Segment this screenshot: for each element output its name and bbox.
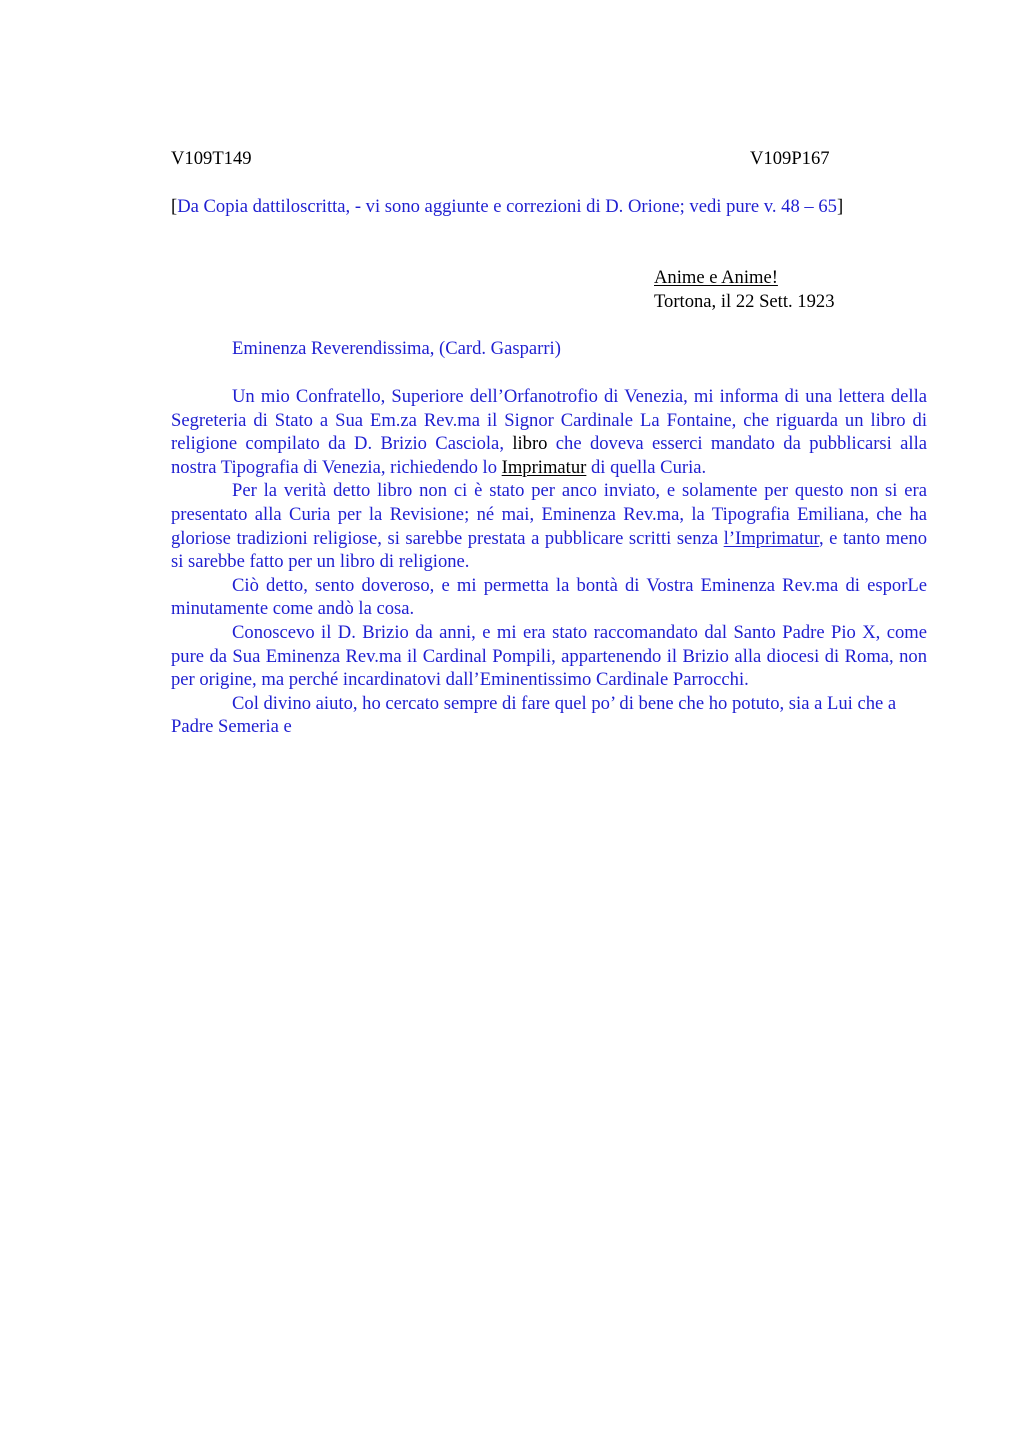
note-text: Da Copia dattiloscritta, - vi sono aggiunte e correzioni di D. Orione; vedi pure v. 48 – 65 (177, 196, 837, 217)
letter-body (171, 385, 927, 739)
document-code-right: V109P167 (750, 148, 830, 169)
editorial-note (171, 195, 931, 219)
paragraph-1 (171, 385, 927, 479)
letter-heading (654, 266, 835, 314)
paragraph-1-part-1: Un mio Confratello, Superiore dell’Orfanotrofio di Venezia, mi informa di una lettera della Segreteria di Stato a Sua Em.za Rev.ma il Signor Cardinale La Fontaine, che riguarda un libro di religione compilato da D. Brizio Casciola, (171, 386, 927, 455)
paragraph-2 (171, 479, 927, 573)
letter-title: Anime e Anime! (654, 267, 778, 288)
paragraph-3: Ciò detto, sento doveroso, e mi permetta la bontà di Vostra Eminenza Rev.ma di esporLe minutamente come andò la cosa. (171, 574, 927, 620)
limprimatur-underlined: l’Imprimatur (723, 527, 819, 549)
note-open-bracket: [ (171, 196, 178, 217)
paragraph-5: Col divino aiuto, ho cercato sempre di fare quel po’ di bene che ho potuto, sia a Lui che a Padre Semeria e (171, 692, 897, 738)
paragraph-2-part-1: Per la verità detto libro non ci è stato per anco inviato, e solamente per questo non si era presentato alla Curia per la Revisione; né mai, Eminenza Rev.ma, la Tipografia Emiliana, che ha gloriose tradizioni religiose, si sarebbe prestata a pubblicare scritti senza (171, 480, 927, 549)
document-code-left: V109T149 (171, 148, 252, 169)
paragraph-1-black-word: libro (512, 433, 548, 455)
paragraph-1-part-2: che doveva esserci mandato da pubblicarsi alla nostra Tipografia di Venezia, richiedendo lo (171, 433, 927, 478)
place-date: Tortona, il 22 Sett. 1923 (654, 291, 835, 312)
paragraph-2-part-2: , e tanto meno si sarebbe fatto per un libro di religione. (171, 527, 928, 573)
salutation: Eminenza Reverendissima, (Card. Gasparri) (232, 338, 561, 359)
imprimatur-underlined: Imprimatur (501, 456, 587, 478)
paragraph-4: Conoscevo il D. Brizio da anni, e mi era stato raccomandato dal Santo Padre Pio X, come pure da Sua Eminenza Rev.ma il Cardinal Pompili, appartenendo il Brizio alla diocesi di Roma, non per origine, ma perché incardinatovi dall’Eminentissimo Cardinale Parrocchi. (171, 621, 927, 691)
paragraph-1-part-3: di quella Curia. (586, 456, 707, 478)
note-close-bracket: ] (836, 196, 844, 217)
